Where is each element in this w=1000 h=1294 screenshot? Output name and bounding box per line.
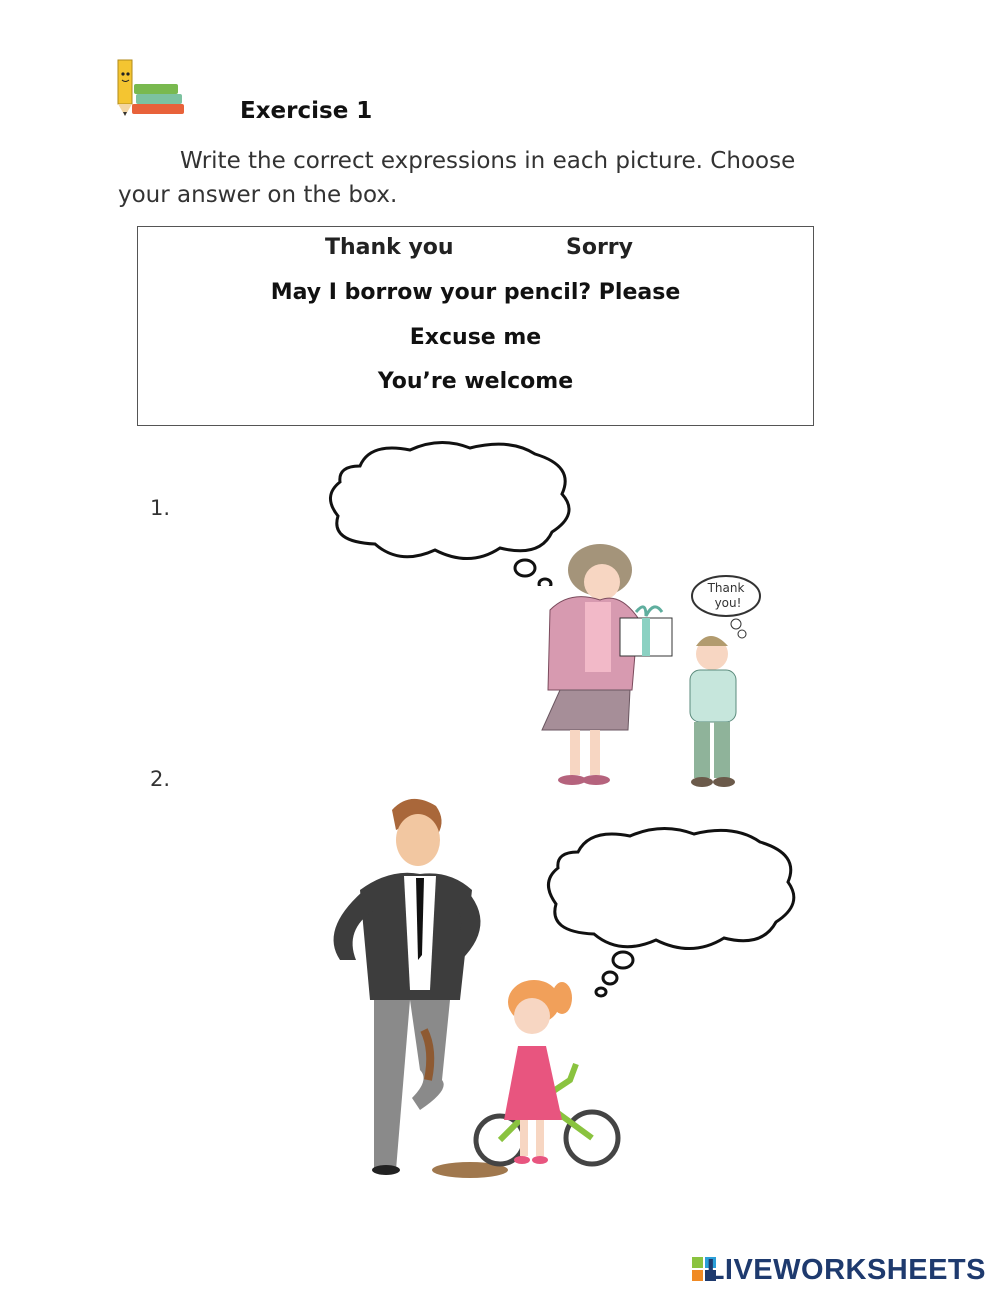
- pencil-books-icon: [112, 56, 188, 120]
- bubble-you: you!: [714, 596, 742, 610]
- bubble-thank: Thank: [707, 581, 745, 595]
- instruction-line-1: Write the correct expressions in each picture. Choose: [180, 148, 796, 174]
- question-number-1: 1.: [150, 496, 171, 520]
- instruction-line-2: your answer on the box.: [118, 182, 398, 208]
- word-excuse-me: Excuse me: [409, 325, 542, 350]
- word-youre-welcome: You’re welcome: [377, 369, 574, 394]
- woman-gives-gift-illustration: [530, 540, 780, 795]
- exercise-title: Exercise 1: [240, 98, 373, 124]
- man-and-girl-bike-illustration: [300, 790, 630, 1180]
- word-borrow-pencil: May I borrow your pencil? Please: [270, 280, 681, 305]
- word-thank-you: Thank you: [325, 235, 454, 260]
- question-number-2: 2.: [150, 767, 171, 791]
- instructions: [118, 144, 898, 212]
- answer-input-1[interactable]: [355, 486, 549, 520]
- brand-name: LIVEWORKSHEETS: [706, 1254, 986, 1286]
- word-bank-box: [137, 226, 814, 426]
- word-sorry: Sorry: [566, 235, 633, 260]
